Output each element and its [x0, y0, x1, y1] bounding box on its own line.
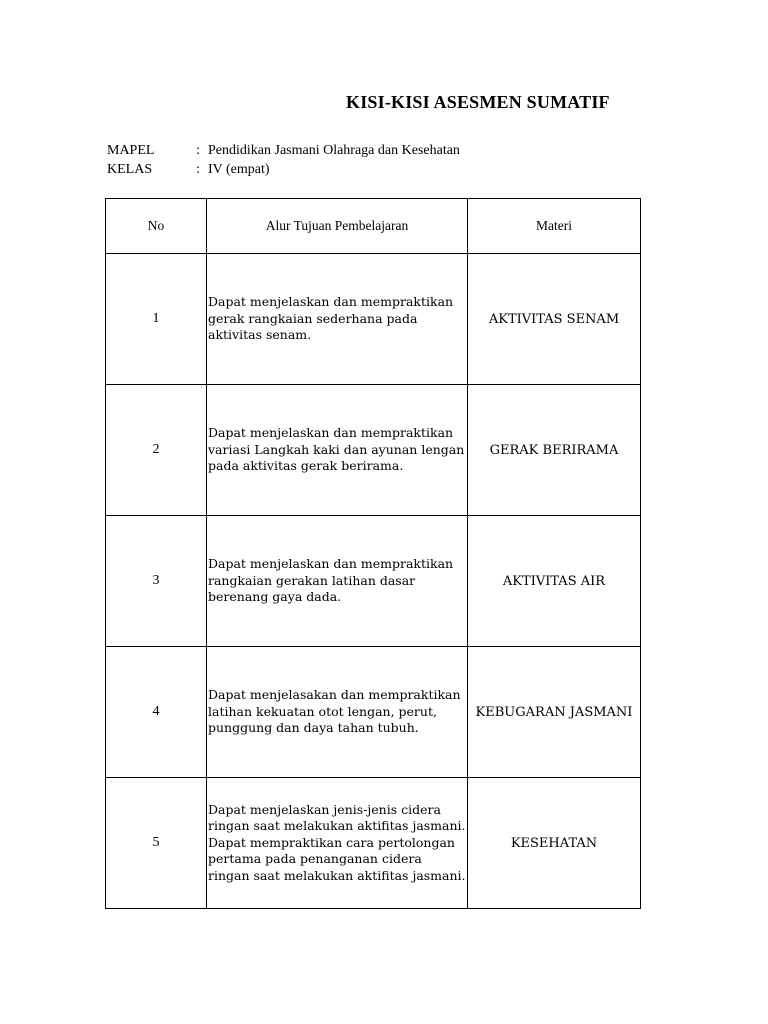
- row-materi: KESEHATAN: [468, 778, 641, 909]
- row-atp: [207, 647, 468, 778]
- table-row: [106, 385, 641, 516]
- table-row: [106, 778, 641, 909]
- table-header-row: [106, 199, 641, 254]
- meta-value-mapel: Pendidikan Jasmani Olahraga dan Kesehatan: [208, 143, 460, 158]
- row-atp-text: Dapat menjelaskan dan mempraktikan rangkaian gerakan latihan dasar berenang gaya dada.: [208, 556, 454, 605]
- row-materi: AKTIVITAS AIR: [468, 516, 641, 647]
- title-area: [0, 88, 640, 118]
- row-number: 5: [106, 778, 207, 909]
- row-atp-text: Dapat menjelaskan jenis-jenis cidera ringan saat melakukan aktifitas jasmani. Dapat mempraktikan cara pertolongan pertama pada penanganan cidera ringan saat melakukan aktifitas jasmani.: [208, 801, 466, 883]
- meta-colon: :: [196, 143, 200, 158]
- header-atp: Alur Tujuan Pembelajaran: [207, 199, 468, 254]
- row-number: 1: [106, 254, 207, 385]
- row-materi: AKTIVITAS SENAM: [468, 254, 641, 385]
- row-atp: [207, 385, 468, 516]
- table-row: [106, 647, 641, 778]
- page-title: KISI-KISI ASESMEN SUMATIF: [346, 92, 610, 112]
- meta-value-kelas: IV (empat): [208, 162, 270, 177]
- meta-colon: :: [196, 162, 200, 177]
- row-number: 4: [106, 647, 207, 778]
- row-atp-text: Dapat menjelaskan dan mempraktikan variasi Langkah kaki dan ayunan lengan pada aktivitas gerak berirama.: [208, 425, 465, 474]
- header-materi: Materi: [468, 199, 641, 254]
- meta-label-mapel: MAPEL: [107, 143, 155, 158]
- row-atp: [207, 778, 468, 909]
- row-number: 3: [106, 516, 207, 647]
- meta-label-kelas: KELAS: [107, 162, 153, 177]
- row-atp: [207, 254, 468, 385]
- row-atp-text: Dapat menjelaskan dan mempraktikan gerak rangkaian sederhana pada aktivitas senam.: [208, 294, 454, 343]
- row-atp: [207, 516, 468, 647]
- row-materi: KEBUGARAN JASMANI: [468, 647, 641, 778]
- table-row: [106, 254, 641, 385]
- table-row: [106, 516, 641, 647]
- row-number: 2: [106, 385, 207, 516]
- header-no: No: [106, 199, 207, 254]
- kisi-kisi-table: [105, 198, 641, 909]
- row-atp-text: Dapat menjelasakan dan mempraktikan latihan kekuatan otot lengan, perut, punggung dan daya tahan tubuh.: [208, 687, 461, 736]
- row-materi: GERAK BERIRAMA: [468, 385, 641, 516]
